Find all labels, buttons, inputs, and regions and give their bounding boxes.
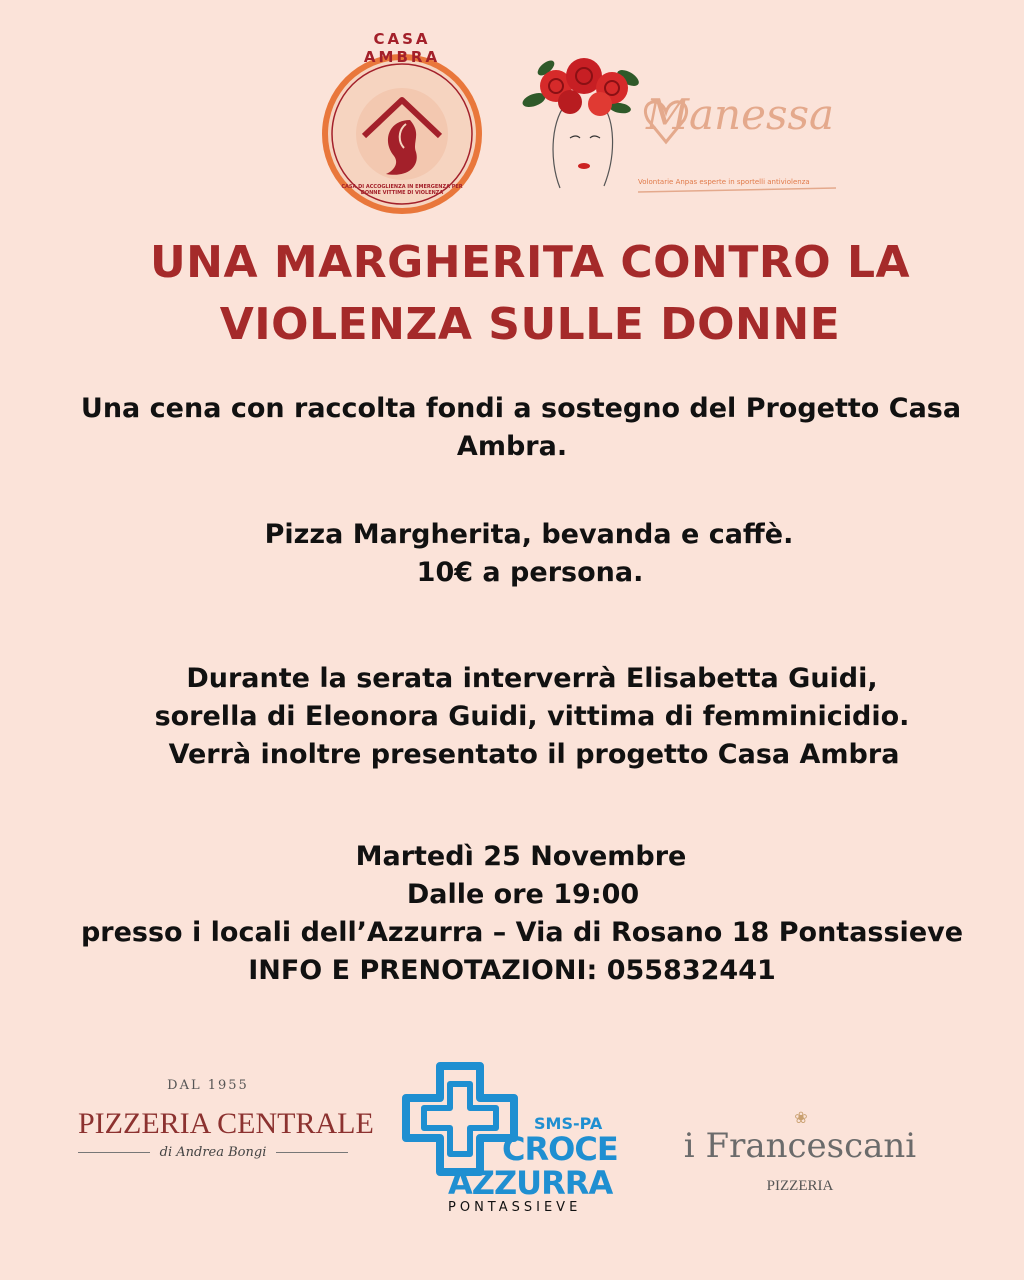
manessa-logo — [520, 38, 850, 198]
intro-line-2: Ambra. — [456, 431, 568, 462]
event-place: presso i locali dell’Azzurra – Via di Rosano 18 Pontassieve — [80, 917, 964, 948]
francescani-name: i Francescani — [683, 1126, 917, 1166]
speaker-text — [0, 660, 1024, 774]
menu-price: 10€ a persona. — [416, 557, 644, 588]
casa-ambra-ring-text: CASA DI ACCOGLIENZA IN EMERGENZA PER DONNE VITTIME DI VIOLENZA — [341, 184, 463, 196]
casa-ambra-logo — [312, 30, 492, 218]
pizzeria-since: DAL 1955 — [167, 1078, 249, 1093]
pizzeria-owner: di Andrea Bongi — [159, 1145, 267, 1160]
menu-line-1: Pizza Margherita, bevanda e caffè. — [264, 519, 794, 550]
event-details — [0, 838, 1024, 990]
event-time: Dalle ore 19:00 — [406, 879, 640, 910]
event-info: INFO E PRENOTAZIONI: 055832441 — [248, 955, 776, 986]
intro-text — [0, 390, 1024, 466]
croce-line-1: CROCE — [502, 1130, 618, 1168]
pizzeria-centrale-logo — [78, 1078, 374, 1188]
speaker-line-1: Durante la serata interverrà Elisabetta Guidi, — [186, 663, 878, 694]
speaker-line-2: sorella di Eleonora Guidi, vittima di femminicidio. — [154, 701, 910, 732]
croce-line-3: PONTASSIEVE — [448, 1200, 582, 1215]
manessa-tagline: Volontarie Anpas esperte in sportelli antiviolenza — [638, 178, 810, 186]
speaker-line-3: Verrà inoltre presentato il progetto Casa Ambra — [168, 739, 900, 770]
croce-azzurra-logo — [396, 1060, 632, 1220]
title-line-1: UNA MARGHERITA CONTRO LA — [149, 237, 911, 288]
casa-ambra-name: CASA AMBRA — [363, 30, 441, 66]
manessa-name: Manessa — [646, 90, 835, 139]
pizzeria-name: PIZZERIA CENTRALE — [78, 1107, 374, 1140]
event-date: Martedì 25 Novembre — [355, 841, 687, 872]
francescani-sub: PIZZERIA — [766, 1178, 834, 1194]
francescani-ornament-icon: ❀ — [794, 1108, 808, 1127]
title-line-2: VIOLENZA SULLE DONNE — [219, 299, 841, 350]
page-title — [0, 232, 1024, 356]
francescani-logo — [668, 1108, 932, 1208]
croce-line-2: AZZURRA — [448, 1164, 613, 1202]
croce-tag: SMS-PA — [534, 1114, 603, 1133]
menu-text — [0, 516, 1024, 592]
intro-line-1: Una cena con raccolta fondi a sostegno del Progetto Casa — [80, 393, 962, 424]
